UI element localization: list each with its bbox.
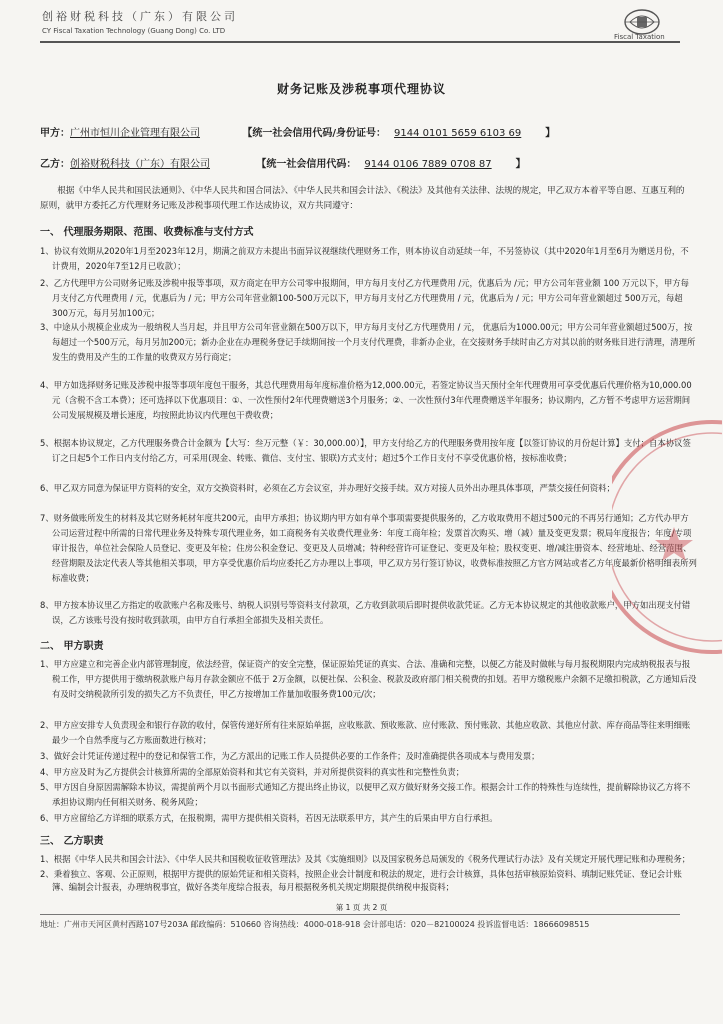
section-1-item-6: 6、甲乙双方同意为保证甲方资料的安全，双方交换资料时，必须在乙方会议室，并办理好交接手续。双方对接人员外出办理具体事项，严禁交接任何资料； xyxy=(40,483,615,493)
section-2-item-3: 3、做好会计凭证传递过程中的登记和保管工作，为乙方派出的记账工作人员提供必要的工作条件；及时准确提供各项成本与费用发票； xyxy=(40,751,540,761)
party-b-label: 乙方： xyxy=(40,159,70,170)
section-1-item-4: 4、甲方如选择财务记账及涉税申报等事项年度包干服务，其总代理费用每年度标准价格为12,000.00元，若签定协议当天预付全年代理费用可享受优惠后代理价格为10,000.00元（含税不含工本费）；还可选择以下优惠项目：①、一次性预付2年代理费赠送3个月服务；②、一次性预付3年代理费赠送半年服务；协议期内，乙方暂不考虑甲方运营期间公司发展规模及增长速度，均按照此协议内代理包干费收费； xyxy=(40,380,692,421)
footer-divider xyxy=(40,914,680,915)
party-b-code: 9144 0106 7889 0708 87 xyxy=(364,159,492,170)
header-company-en: CY Fiscal Taxation Technology (Guang Dong) Co. LTD xyxy=(42,27,226,35)
section-2-item-5: 5、甲方因自身原因需解除本协议，需提前两个月以书面形式通知乙方提出终止协议，以便甲乙双方做好财务交接工作。根据会计工作的特殊性与连续性，提前解除协议乙方将不承担协议期内任何相关财务、税务风险； xyxy=(40,782,691,808)
party-a-name: 广州市恒川企业管理有限公司 xyxy=(70,128,200,139)
section-2-item-6: 6、甲方应留给乙方详细的联系方式，在报税期，需甲方提供相关资料，若因无法联系甲方，其产生的后果由甲方自行承担。 xyxy=(40,813,498,823)
header-company-cn: 创裕财税科技（广东）有限公司 xyxy=(42,10,238,23)
section-1-heading: 一、 代理服务期限、范围、收费标准与支付方式 xyxy=(40,227,254,238)
page-number: 第 1 页 共 2 页 xyxy=(335,903,388,912)
section-2-item-4: 4、甲方应及时为乙方提供会计核算所需的全部原始资料和其它有关资料，并对所提供资料的真实性和完整性负责； xyxy=(40,767,465,777)
footer-address: 地址：广州市天河区黄村西路107号203A 邮政编码：510660 咨询热线：4000-018-918 会计部电话：020－82100024 投诉监督电话：18666098515 xyxy=(40,920,590,929)
section-3-heading: 三、 乙方职责 xyxy=(40,836,104,847)
header-logo-caption: Fiscal Taxation xyxy=(614,33,665,41)
party-a-label: 甲方： xyxy=(40,128,70,139)
section-1-item-5: 5、根据本协议规定，乙方代理服务费合计金额为【大写：叁万元整（￥：30,000.00）】，甲方支付给乙方的代理服务费用按年度【以签订协议的月份起计算】支付；自本协议签订之日起5个工作日内支付给乙方，可采用(现金、转账、微信、支付宝、银联)方式支付；超过5个工作日支付不享受优惠价格，按标准收费； xyxy=(40,438,691,464)
section-2-heading: 二、 甲方职责 xyxy=(40,641,104,652)
section-3-item-1: 1、根据《中华人民共和国会计法》、《中华人民共和国税收征收管理法》及其《实施细则》以及国家税务总局颁发的《税务代理试行办法》及有关规定开展代理记账和办理税务； xyxy=(40,854,691,864)
section-1-item-1: 1、协议有效期从2020年1月至2023年12月，期满之前双方未提出书面异议视继续代理财务工作，则本协议自动延续一年，不另签协议（其中2020年1月至6月为赠送月份，不计费用，2020年7至12月已收款）； xyxy=(40,246,689,272)
party-a-code: 9144 0101 5659 6103 69 xyxy=(394,128,522,139)
party-b-name: 创裕财税科技（广东）有限公司 xyxy=(70,159,210,170)
section-3-item-2: 2、秉着独立、客观、公正原则，根据甲方提供的原始凭证和相关资料，按照企业会计制度和税法的规定，进行会计核算，具体包括审核原始资料、填制记账凭证、登记会计账簿、编制会计报表，办理纳税事宜，做好各类年度综合报表，每月根据税务机关规定期限提供纳税申报资料； xyxy=(40,869,682,892)
party-a-code-label: 【统一社会信用代码/身份证号： xyxy=(242,128,387,139)
header-divider xyxy=(40,41,680,43)
section-1-item-3: 3、中途从小规模企业成为一般纳税人当月起，并且甲方公司年营业额在500万以下，甲方每月支付乙方代理费用 / 元， 优惠后为1000.00元；甲方公司年营业额超过500万，按每超过一个500万元，每月另加200元；新办企业在办理税务登记手续期间按一个月支付代理费，非新办企业，在交接财务手续时由乙方对其以前的财务账目进行清理，清理所发生的费用及产生的工作量的收费双方另行商定； xyxy=(40,322,696,363)
company-logo-icon xyxy=(622,8,662,36)
page-title: 财务记账及涉税事项代理协议 xyxy=(276,82,446,96)
section-1-item-8: 8、甲方按本协议里乙方指定的收款账户名称及账号、纳税人识别号等资料支付款项，乙方收到款项后即时提供收款凭证。乙方无本协议规定的其他收款账户，甲方如出现支付错误，乙方该账号没有按时收到款项，由甲方自行承担全部损失及相关责任。 xyxy=(40,600,691,626)
party-a-line xyxy=(40,124,555,139)
party-a-code-end: 】 xyxy=(545,128,556,139)
intro-paragraph: 根据《中华人民共和国民法通则》、《中华人民共和国合同法》、《中华人民共和国会计法》、《税法》及其他有关法律、法规的规定，甲乙双方本着平等自愿、互惠互利的原则，就甲方委托乙方代理财务记账及涉税事项代理工作达成协议，双方共同遵守： xyxy=(40,186,685,212)
section-2-item-2: 2、甲方应安排专人负责现金和银行存款的收付，保管传递好所有往来原始单据，应收账款、预收账款、应付账款、预付账款、其他应收款、其他应付款、库存商品等往来明细账最少一个自然季度与乙方账面数进行核对； xyxy=(40,720,691,746)
section-1-item-7: 7、财务做账所发生的材料及其它财务耗材年度共200元，由甲方承担；协议期内甲方如有单个事项需要提供服务的，乙方收取费用不超过500元的不再另行通知；乙方代办甲方公司运营过程中所需的日常代理业务及特殊专项代理业务，如工商税务有关收费代理业务：年度工商年检；发票首次购买、增（减）量及变更发票；税局年度报告；年度/专项审计报告，单位社会保险人员登记、变更及年检；住房公积金登记、变更及人员增减；特种经营许可证登记、变更及年检；股权变更、增/减注册资本、经营地址、经营范围、经营期限及法定代表人等其他相关事项，甲方享受优惠价后均应委托乙方办理以上事项，甲乙双方另行签订协议，收费标准按照乙方官方网站或者乙方年度最新价格明细表所列标准收费； xyxy=(40,513,697,584)
party-b-code-label: 【统一社会信用代码： xyxy=(256,159,357,170)
section-2-item-1: 1、甲方应建立和完善企业内部管理制度，依法经营，保证资产的安全完整，保证原始凭证的真实、合法、准确和完整，以便乙方能及时做帐与每月报税期限内完成纳税报表与报税工作，甲方提供用于缴纳税款账户每月存款金额应不低于 2万金额，以便社保、公积金、税款及政府部门相关税费的扣划。若甲方缴税账户余额不足缴扣税款，乙方通知后没有及时交纳税款所引发的损失乙方不负责任，甲乙方按增加工作量加收服务费100元/次； xyxy=(40,659,697,700)
party-b-code-end: 】 xyxy=(515,159,526,170)
party-b-line xyxy=(40,155,526,170)
section-1-item-2: 2、乙方代理甲方公司财务记账及涉税申报等事项，双方商定在甲方公司零申报期间，甲方每月支付乙方代理费用 /元，优惠后为 /元；甲方公司年营业额 100 万元以下，甲方每月支付乙方代理费用 / 元，优惠后为 / 元；甲方公司年营业额100-500万元以下，甲方每月支付乙方代理费用 / 元，优惠后为 / 元；甲方公司年营业额超过 500万元，每超300万元，每月另加100元； xyxy=(40,278,689,319)
